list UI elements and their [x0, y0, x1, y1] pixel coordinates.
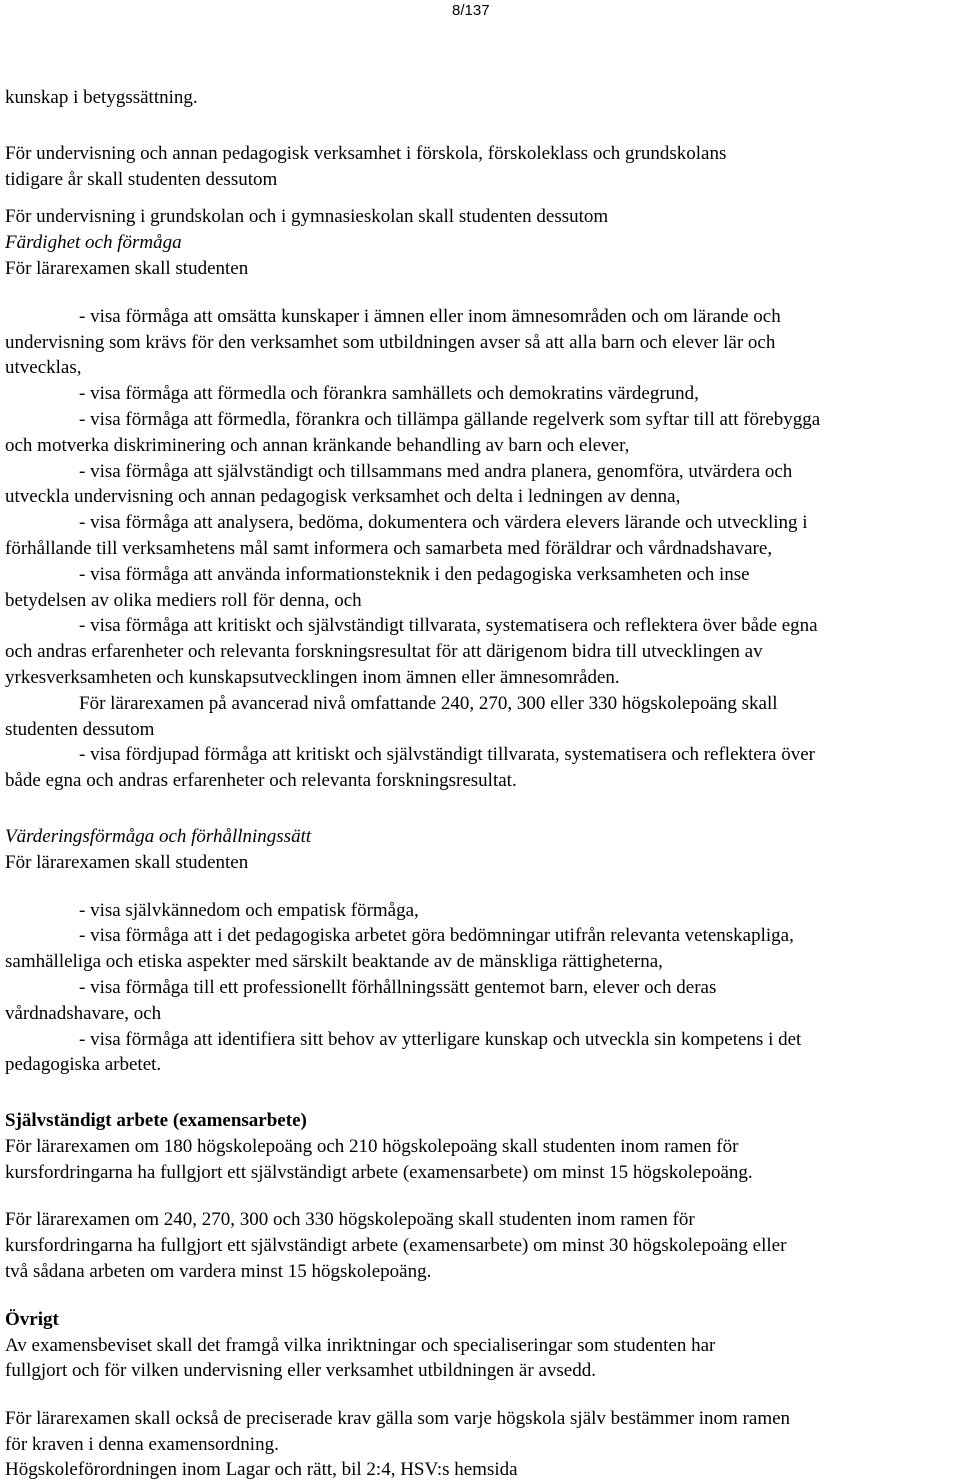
paragraph-gap: [5, 1078, 953, 1108]
page-number: 8/137: [452, 2, 490, 19]
text-line: och andras erfarenheter och relevanta forskningsresultat för att därigenom bidra till utvecklingen av: [5, 641, 763, 663]
text-line: utvecklas,: [5, 357, 82, 379]
text-line: för kraven i denna examensordning.: [5, 1434, 279, 1456]
text-line: För lärarexamen skall studenten: [5, 851, 249, 873]
list-item: - visa förmåga att identifiera sitt behov av ytterligare kunskap och utveckla sin kompetens i det: [79, 1028, 802, 1050]
text-line: För undervisning och annan pedagogisk verksamhet i förskola, förskoleklass och grundskolans: [5, 142, 727, 164]
section-heading-values: Värderingsförmåga och förhållningssätt: [5, 825, 312, 847]
text-line: vårdnadshavare, och: [5, 1002, 162, 1024]
text-line: Av examensbeviset skall det framgå vilka inriktningar och specialiseringar som studenten har: [5, 1334, 716, 1356]
paragraph-gap: [5, 1384, 953, 1406]
text-line: kursfordringarna ha fullgjort ett självständigt arbete (examensarbete) om minst 30 högskolepoäng eller: [5, 1235, 787, 1257]
paragraph-gap: [5, 192, 953, 204]
list-item: - visa förmåga att omsätta kunskaper i ämnen eller inom ämnesområden och om lärande och: [79, 305, 781, 327]
text-line: fullgjort och för vilken undervisning eller verksamhet utbildningen är avsedd.: [5, 1360, 596, 1382]
text-line: kursfordringarna ha fullgjort ett självständigt arbete (examensarbete) om minst 15 högskolepoäng.: [5, 1161, 753, 1183]
paragraph-gap: [5, 282, 953, 304]
list-item: - visa förmåga att självständigt och tillsammans med andra planera, genomföra, utvärdera och: [79, 460, 793, 482]
text-line: utveckla undervisning och annan pedagogisk verksamhet och delta i ledningen av denna,: [5, 486, 681, 508]
paragraph-gap: [5, 1285, 953, 1307]
list-item: - visa förmåga att kritiskt och självständigt tillvarata, systematisera och reflektera över både egna: [79, 615, 818, 637]
list-item: - visa förmåga att analysera, bedöma, dokumentera och värdera elevers lärande och utveckling i: [79, 512, 808, 534]
list-item: - visa självkännedom och empatisk förmåga,: [79, 899, 419, 921]
text-line: studenten dessutom: [5, 718, 155, 740]
text-line: För lärarexamen skall studenten: [5, 257, 249, 279]
text-line: och motverka diskriminering och annan kränkande behandling av barn och elever,: [5, 434, 630, 456]
text-line: För lärarexamen på avancerad nivå omfattande 240, 270, 300 eller 330 högskolepoäng skall: [79, 692, 778, 714]
list-item: - visa förmåga till ett professionellt förhållningssätt gentemot barn, elever och deras: [79, 976, 717, 998]
document-body: [5, 85, 953, 1458]
text-line: betydelsen av olika mediers roll för denna, och: [5, 589, 362, 611]
text-line: yrkesverksamheten och kunskapsutvecklingen inom ämnen eller ämnesområden.: [5, 666, 620, 688]
text-line: För lärarexamen om 180 högskolepoäng och 210 högskolepoäng skall studenten inom ramen för: [5, 1135, 739, 1157]
section-heading-skills: Färdighet och förmåga: [5, 232, 182, 254]
text-line: kunskap i betygssättning.: [5, 87, 198, 108]
list-item: - visa förmåga att förmedla och förankra samhällets och demokratins värdegrund,: [79, 383, 699, 405]
text-line: samhälleliga och etiska aspekter med särskilt beaktande av de mänskliga rättigheterna,: [5, 951, 663, 973]
text-line: tidigare år skall studenten dessutom: [5, 168, 278, 190]
section-heading-thesis: Självständigt arbete (examensarbete): [5, 1110, 307, 1132]
list-item: - visa fördjupad förmåga att kritiskt och självständigt tillvarata, systematisera och reflektera över: [79, 744, 815, 766]
text-line: undervisning som krävs för den verksamhet som utbildningen avser så att alla barn och elever lär och: [5, 331, 776, 353]
text-line: både egna och andras erfarenheter och relevanta forskningsresultat.: [5, 770, 517, 792]
text-line: För lärarexamen skall också de preciserade krav gälla som varje högskola själv bestämmer inom ramen: [5, 1408, 791, 1430]
text-line: För undervisning i grundskolan och i gymnasieskolan skall studenten dessutom: [5, 206, 609, 228]
section-heading-other: Övrigt: [5, 1308, 59, 1330]
list-item: - visa förmåga att i det pedagogiska arbetet göra bedömningar utifrån relevanta vetenskapliga,: [79, 925, 794, 947]
footer-source: Högskoleförordningen inom Lagar och rätt, bil 2:4, HSV:s hemsida: [5, 1459, 518, 1480]
text-line: förhållande till verksamhetens mål samt informera och samarbeta med föräldrar och vårdnadshavare,: [5, 537, 773, 559]
list-item: - visa förmåga att förmedla, förankra och tillämpa gällande regelverk som syftar till att förebygga: [79, 408, 821, 430]
list-item: - visa förmåga att använda informationsteknik i den pedagogiska verksamheten och inse: [79, 563, 750, 585]
text-line: pedagogiska arbetet.: [5, 1054, 162, 1076]
text-line: För lärarexamen om 240, 270, 300 och 330 högskolepoäng skall studenten inom ramen för: [5, 1209, 695, 1231]
paragraph-gap: [5, 1185, 953, 1207]
text-line: två sådana arbeten om vardera minst 15 högskolepoäng.: [5, 1261, 432, 1283]
paragraph-gap: [5, 794, 953, 824]
paragraph-gap: [5, 111, 953, 141]
paragraph-gap: [5, 876, 953, 898]
